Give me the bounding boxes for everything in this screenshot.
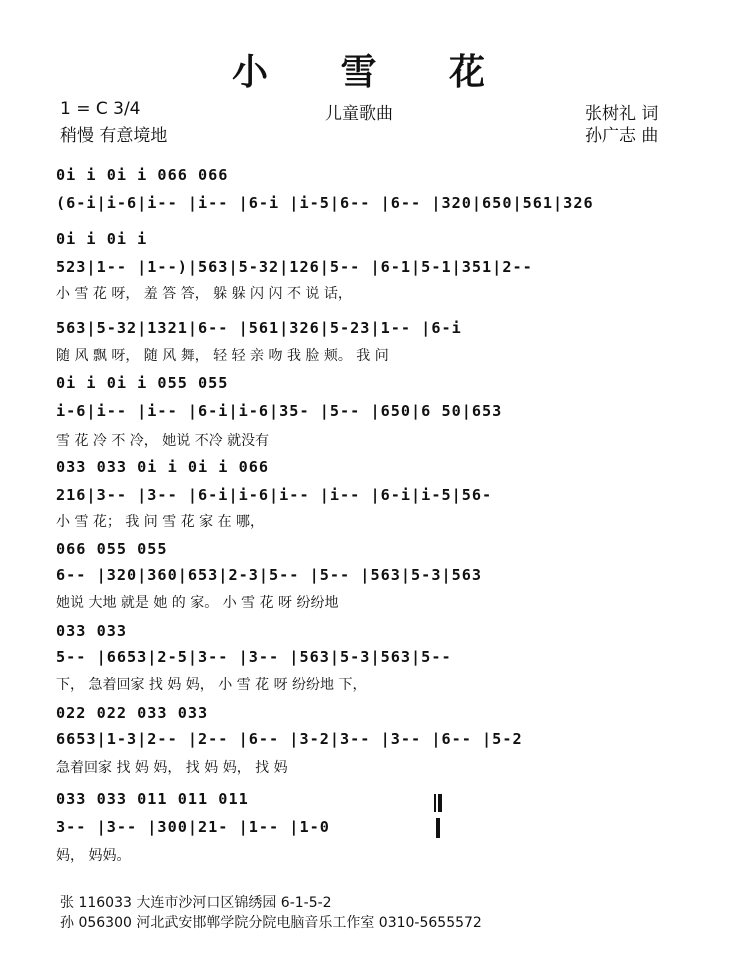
lyrics-line: 急着回家 找 妈 妈， 找 妈 妈， 找 妈 (56, 760, 288, 776)
notes-line: 6-- |320|360|653|2-3|5-- |5-- |563|5-3|563 (56, 566, 483, 584)
lyrics-line: 随 风 飘 呀， 随 风 舞， 轻 轻 亲 吻 我 脸 颊。 我 问 (56, 348, 389, 364)
lyricist-credit: 张树礼 词 (585, 104, 659, 124)
lyrics-line: 妈， 妈妈。 (56, 848, 131, 864)
lyrics-line: 小 雪 花； 我 问 雪 花 家 在 哪， (56, 514, 265, 530)
notes-line: i-6|i-- |i-- |6-i|i-6|35- |5-- |650|6 50|653 (56, 402, 503, 420)
upper-notes: 0i i 0i i 066 066 (56, 166, 229, 184)
upper-notes: 033 033 0i i 0i i 066 (56, 458, 270, 476)
final-barline-thick (438, 794, 442, 812)
notes-line: 3-- |3-- |300|21- |1-- |1-0 (56, 818, 330, 836)
upper-notes: 066 055 055 (56, 540, 168, 558)
lyrics-line: 小 雪 花 呀， 羞 答 答， 躲 躲 闪 闪 不 说 话， (56, 286, 352, 302)
final-barline-lower (436, 818, 440, 838)
upper-notes: 0i i 0i i (56, 230, 148, 248)
genre-label: 儿童歌曲 (325, 104, 393, 124)
footer-contact-2: 孙 056300 河北武安邯郸学院分院电脑音乐工作室 0310-5655572 (60, 915, 482, 931)
tempo-marking: 稍慢 有意境地 (60, 126, 168, 146)
song-title: 小 雪 花 (231, 51, 516, 93)
lyrics-line: 下， 急着回家 找 妈 妈， 小 雪 花 呀 纷纷地 下， (56, 677, 367, 693)
notes-line: 523|1-- |1--)|563|5-32|126|5-- |6-1|5-1|351|2-- (56, 258, 533, 276)
upper-notes: 022 022 033 033 (56, 704, 209, 722)
final-barline (434, 794, 436, 812)
notes-line: (6-i|i-6|i-- |i-- |6-i |i-5|6-- |6-- |320|650|561|326 (56, 194, 594, 212)
notes-line: 6653|1-3|2-- |2-- |6-- |3-2|3-- |3-- |6-- |5-2 (56, 730, 523, 748)
lyrics-line: 她说 大地 就是 她 的 家。 小 雪 花 呀 纷纷地 (56, 595, 339, 611)
notes-line: 216|3-- |3-- |6-i|i-6|i-- |i-- |6-i|i-5|56- (56, 486, 493, 504)
footer-contact-1: 张 116033 大连市沙河口区锦绣园 6-1-5-2 (60, 895, 332, 911)
notes-line: 5-- |6653|2-5|3-- |3-- |563|5-3|563|5-- (56, 648, 452, 666)
upper-notes: 0i i 0i i 055 055 (56, 374, 229, 392)
upper-notes: 033 033 011 011 011 (56, 790, 249, 808)
key-signature: 1 = C 3/4 (60, 99, 141, 119)
notes-line: 563|5-32|1321|6-- |561|326|5-23|1-- |6-i (56, 319, 462, 337)
composer-credit: 孙广志 曲 (585, 126, 659, 146)
upper-notes: 033 033 (56, 622, 128, 640)
lyrics-line: 雪 花 冷 不 冷， 她说 不冷 就没有 (56, 433, 270, 449)
